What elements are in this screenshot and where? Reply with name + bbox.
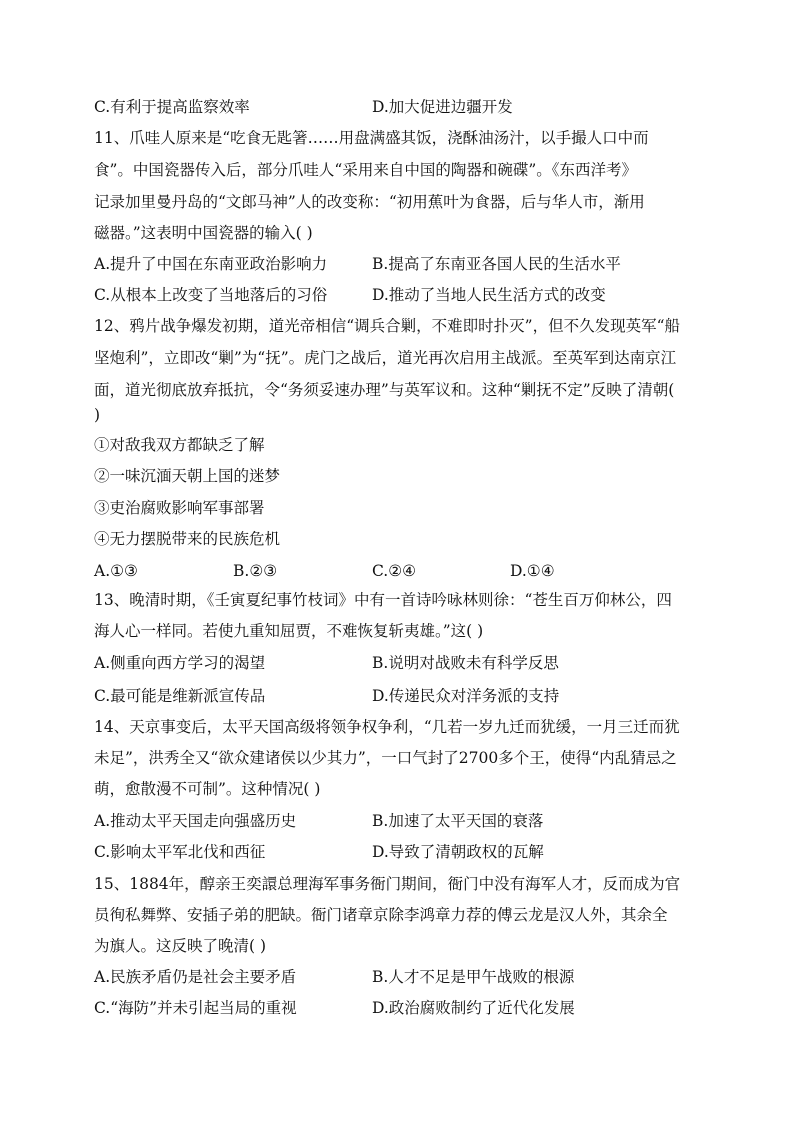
- q12-stem-line-1: 12、鸦片战争爆发初期，道光帝相信“调兵合剿，不难即时扑灭”，但不久发现英军“船: [94, 317, 680, 335]
- q14-option-a[interactable]: A.推动太平天国走向强盛历史: [94, 812, 297, 830]
- q14-option-b[interactable]: B.加速了太平天国的衰落: [372, 812, 544, 830]
- q12-item-2: ②一味沉湎天朝上国的迷梦: [94, 467, 281, 485]
- q12-item-3: ③吏治腐败影响军事部署: [94, 499, 265, 517]
- q14-stem-line-1: 14、天京事变后，太平天国高级将领争权争利，“几若一岁九迁而犹缓，一月三迁而犹: [94, 718, 680, 736]
- q15-stem-line-3: 为旗人。这反映了晚清( ): [94, 937, 267, 955]
- q12-stem-line-3: 面，道光彻底放弃抵抗，令“务须妥速办理”与英军议和。这种“剿抚不定”反映了清朝(: [94, 381, 675, 399]
- q15-option-b[interactable]: B.人才不足是甲午战败的根源: [372, 968, 575, 986]
- q13-stem-line-2: 海人心一样同。若使九重知屈贾，不难恢复斩夷雄。”这( ): [94, 622, 484, 640]
- q14-options-row-cd: [0, 840, 794, 864]
- q15-option-d[interactable]: D.政治腐败制约了近代化发展: [372, 999, 575, 1017]
- q14-stem-line-3: 萌，愈散漫不可制”。这种情况( ): [94, 780, 321, 798]
- q12-stem-line-2: 坚炮利”，立即改“剿”为“抚”。虎门之战后，道光再次启用主战派。至英军到达南京江: [94, 349, 677, 367]
- q13-option-a[interactable]: A.侧重向西方学习的渴望: [94, 654, 266, 672]
- q12-option-c[interactable]: C.②④: [372, 562, 417, 580]
- q12-option-d[interactable]: D.①④: [510, 562, 555, 580]
- q12-item-1: ①对敌我双方都缺乏了解: [94, 436, 265, 454]
- q11-stem-line-4: 磁器。”这表明中国瓷器的输入( ): [94, 224, 313, 242]
- q11-stem-line-1: 11、爪哇人原来是“吃食无匙箸……用盘满盛其饭，浇酥油汤汁，以手撮人口中而: [94, 129, 649, 147]
- q10-options-row-cd: [0, 95, 794, 119]
- q12-option-a[interactable]: A.①③: [94, 562, 138, 580]
- q12-stem-line-4: ): [94, 406, 101, 424]
- q11-option-a[interactable]: A.提升了中国在东南亚政治影响力: [94, 255, 328, 273]
- q13-stem-line-1: 13、晚清时期，《壬寅夏纪事竹枝词》中有一首诗吟咏林则徐：“苍生百万仰林公，四: [94, 591, 672, 609]
- q14-option-c[interactable]: C.影响太平军北伐和西征: [94, 843, 266, 861]
- q11-option-b[interactable]: B.提高了东南亚各国人民的生活水平: [372, 255, 621, 273]
- q15-options-row-ab: [0, 965, 794, 989]
- q13-option-c[interactable]: C.最可能是维新派宣传品: [94, 687, 266, 705]
- q12-item-4: ④无力摆脱带来的民族危机: [94, 530, 281, 548]
- q13-options-row-cd: [0, 684, 794, 708]
- q11-options-row-ab: [0, 252, 794, 276]
- q10-option-c[interactable]: C.有利于提高监察效率: [94, 98, 250, 116]
- q11-stem-line-2: 食”。中国瓷器传入后，部分爪哇人“采用来自中国的陶器和碗碟”。《东西洋考》: [94, 161, 638, 179]
- q15-stem-line-1: 15、1884年，醇亲王奕譞总理海军事务衙门期间，衙门中没有海军人才，反而成为官: [94, 875, 681, 893]
- q11-options-row-cd: [0, 283, 794, 307]
- q11-stem-line-3: 记录加里曼丹岛的“文郎马神”人的改变称：“初用蕉叶为食器，后与华人市，渐用: [94, 193, 645, 211]
- q14-stem-line-2: 未足”，洪秀全又“欲众建诸侯以少其力”，一口气封了2700多个王，使得“内乱猜忌之: [94, 749, 677, 767]
- q13-options-row-ab: [0, 651, 794, 675]
- q13-option-d[interactable]: D.传递民众对洋务派的支持: [372, 687, 560, 705]
- q15-option-c[interactable]: C.“海防”并未引起当局的重视: [94, 999, 297, 1017]
- q11-option-c[interactable]: C.从根本上改变了当地落后的习俗: [94, 286, 328, 304]
- q15-stem-line-2: 员徇私舞弊、安插子弟的肥缺。衙门诸章京除李鸿章力荐的傅云龙是汉人外，其余全: [94, 906, 668, 924]
- q11-option-d[interactable]: D.推动了当地人民生活方式的改变: [372, 286, 606, 304]
- q14-option-d[interactable]: D.导致了清朝政权的瓦解: [372, 843, 544, 861]
- q12-option-b[interactable]: B.②③: [233, 562, 278, 580]
- q10-option-d[interactable]: D.加大促进边疆开发: [372, 98, 513, 116]
- q14-options-row-ab: [0, 809, 794, 833]
- q13-option-b[interactable]: B.说明对战败未有科学反思: [372, 654, 559, 672]
- q15-options-row-cd: [0, 996, 794, 1020]
- q15-option-a[interactable]: A.民族矛盾仍是社会主要矛盾: [94, 968, 297, 986]
- q12-options-row: [0, 559, 794, 583]
